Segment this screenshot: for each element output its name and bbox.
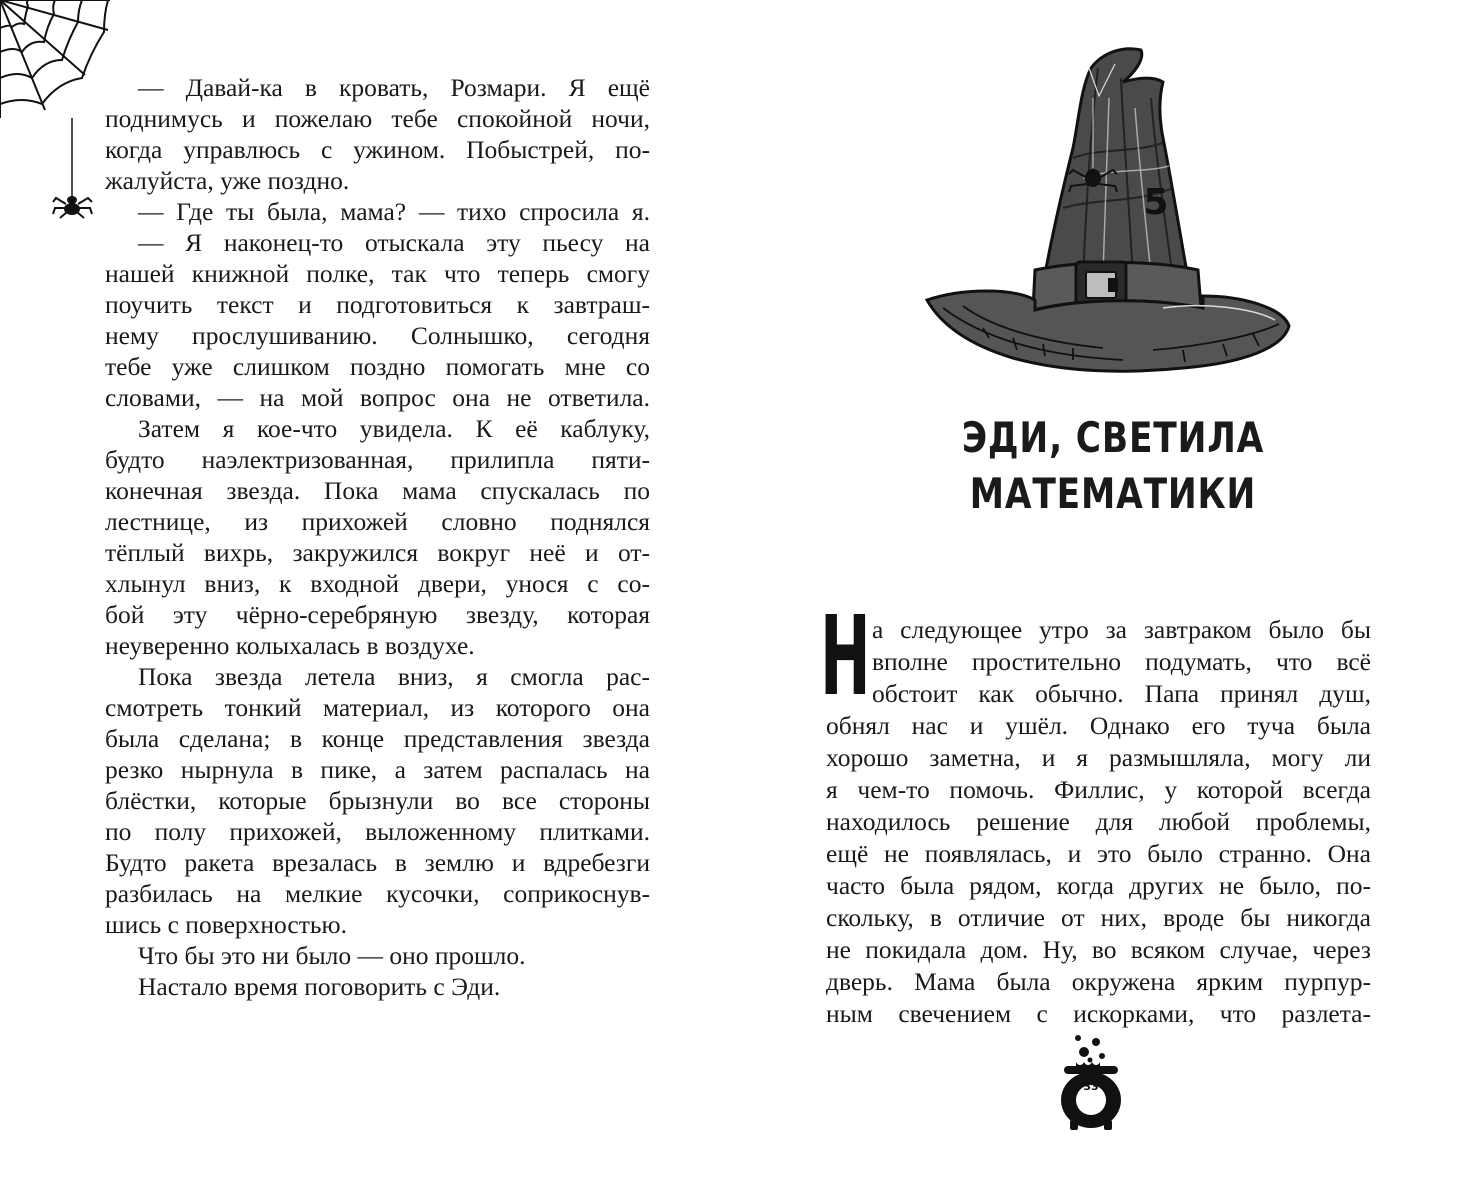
body-text-left: [105, 72, 650, 1002]
chapter-title-line: ЭДИ, СВЕТИЛА: [961, 413, 1265, 462]
text-line: когда управлюсь с ужином. Побыстрей, по-: [105, 135, 650, 164]
text-line: находилось решение для любой проблемы,: [826, 807, 1371, 836]
page-number: 33: [1083, 1080, 1099, 1093]
text-line: не покидала дом. Ну, во всяком случае, через: [826, 935, 1371, 964]
text-line: Что бы это ни было — оно прошло.: [138, 941, 526, 970]
text-line: — Где ты была, мама? — тихо спросила я.: [138, 197, 650, 226]
text-line: обстоит как обычно. Папа принял душ,: [872, 679, 1371, 708]
text-line: блёстки, которые брызнули во все стороны: [105, 786, 650, 815]
text-line: Будто ракета врезалась в землю и вдребезги: [105, 848, 650, 877]
text-line: — Я наконец-то отыскала эту пьесу на: [138, 228, 650, 257]
text-line: а следующее утро за завтраком было бы: [872, 615, 1371, 644]
text-line: часто была рядом, когда других не было, по-: [826, 871, 1371, 900]
text-line: поучить текст и подготовиться к завтраш-: [105, 290, 650, 319]
text-line: я чем-то помочь. Филлис, у которой всегда: [826, 775, 1371, 804]
text-line: была сделана; в конце представления звезда: [105, 724, 650, 753]
left-page: [0, 0, 738, 1182]
chapter-title-line: МАТЕМАТИКИ: [969, 469, 1257, 518]
text-line: разбилась на мелкие кусочки, соприкоснув-: [105, 879, 650, 908]
text-line: Пока звезда летела вниз, я смогла рас-: [138, 662, 650, 691]
chapter-number: 5: [1143, 182, 1169, 223]
text-line: неуверенно колыхалась в воздухе.: [105, 631, 475, 660]
spider-icon: [52, 118, 96, 228]
text-line: нему прослушиванию. Солнышко, сегодня: [105, 321, 650, 350]
witch-hat-icon: [923, 38, 1293, 378]
text-line: хлынул вниз, к входной двери, унося с со-: [105, 569, 650, 598]
text-line: Затем я кое-что увидела. К её каблуку,: [138, 414, 650, 443]
text-line: тёплый вихрь, закружился вокруг неё и от-: [105, 538, 650, 567]
text-line: конечная звезда. Пока мама спускалась по: [105, 476, 650, 505]
text-line: лестнице, из прихожей словно поднялся: [105, 507, 650, 536]
text-line: нашей книжной полке, так что теперь смогу: [105, 259, 650, 288]
text-line: вполне простительно подумать, что всё: [872, 647, 1371, 676]
text-line: по полу прихожей, выложенному плитками.: [105, 817, 650, 846]
text-line: дверь. Мама была окружена ярким пурпур-: [826, 967, 1371, 996]
text-line: шись с поверхностью.: [105, 910, 347, 939]
text-line: ным свечением с искорками, что разлета-: [826, 999, 1371, 1028]
text-line: будто наэлектризованная, прилипла пяти-: [105, 445, 650, 474]
text-line: резко нырнула в пике, а затем распалась на: [105, 755, 650, 784]
text-line: — Давай-ка в кровать, Розмари. Я ещё: [138, 73, 650, 102]
text-line: Настало время поговорить с Эди.: [138, 972, 501, 1001]
text-line: ещё не появлялась, и это было странно. Она: [826, 839, 1371, 868]
right-page: [738, 0, 1477, 1182]
text-line: словами, — на мой вопрос она не ответила.: [105, 383, 650, 412]
text-line: обнял нас и ушёл. Однако его туча была: [826, 711, 1371, 740]
body-text-right: [826, 614, 1371, 1030]
chapter-title: [912, 410, 1314, 522]
text-line: поднимусь и пожелаю тебе спокойной ночи,: [105, 104, 650, 133]
text-line: смотреть тонкий материал, из которого она: [105, 693, 650, 722]
text-line: жалуйста, уже поздно.: [105, 166, 350, 195]
text-line: тебе уже слишком поздно помогать мне со: [105, 352, 650, 381]
text-line: бой эту чёрно-серебряную звезду, которая: [105, 600, 650, 629]
text-line: скольку, в отличие от них, вроде бы никогда: [826, 903, 1371, 932]
text-line: хорошо заметна, и я размышляла, могу ли: [826, 743, 1371, 772]
drop-cap: Н: [820, 592, 871, 720]
